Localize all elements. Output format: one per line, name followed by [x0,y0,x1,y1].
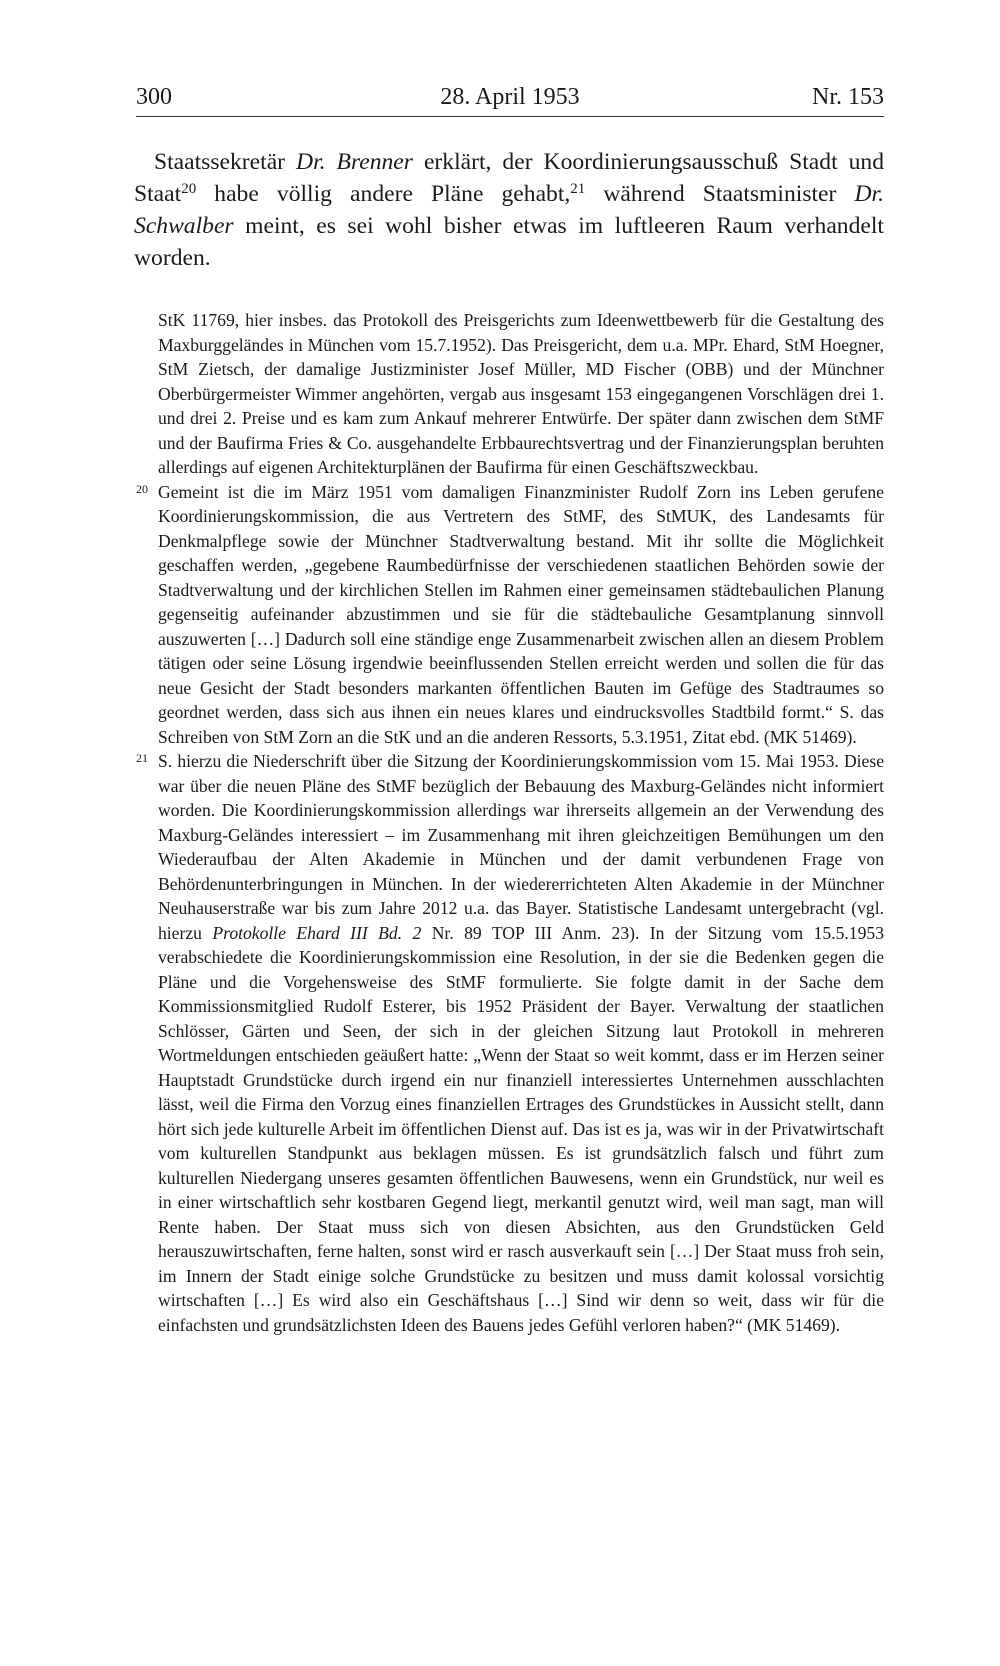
footnote-21 [134,749,884,1337]
main-text: Staatssekretär [154,149,297,175]
main-text: während Staatsminister [585,181,855,207]
footnote-20 [134,480,884,750]
person-name: Dr. Brenner [296,149,413,175]
footnote-reference: 20 [181,181,197,197]
footnote-number: 20 [136,481,148,496]
footnote-text: S. hierzu die Niederschrift über die Sitzung der Koordinierungskommission vom 15. Mai 1953. Diese war über die neuen Pläne des StMF bezüglich der Bebauung des Maxburg-Geländes nicht informiert worden. Die Koordinierungskommission allerdings war ihrerseits allgemein an der Verwendung des Maxburg-Geländes interessiert – im Zusammenhang mit ihren gleichzeitigen Bemühungen um den Wiederaufbau der Alten Akademie in München und der damit verbundenen Frage von Behördenunterbringungen in München. In der wiedererrichteten Alten Akademie in der Münchner Neuhauserstraße war bis zum Jahre 2012 u.a. das Bayer. Statistische Landesamt untergebracht (vgl. hierzu [158,751,884,943]
footnote-text: StK 11769, hier insbes. das Protokoll des Preisgerichts zum Ideenwettbewerb für die Gestaltung des Maxburggeländes in München vom 15.7.1952). Das Preisgericht, dem u.a. MPr. Ehard, StM Hoegner, StM Zietsch, der damalige Justizminister Josef Müller, MD Fischer (OBB) und der Münchner Oberbürgermeister Wimmer angehörten, vergab aus insgesamt 153 eingegangenen Vorschlägen drei 1. und drei 2. Preise und es kam zum Ankauf mehrerer Entwürfe. Der später dann zwischen dem StMF und der Baufirma Fries & Co. ausgehandelte Erbbaurechtsvertrag und der Finanzierungsplan beruhten allerdings auf eigenen Architekturplänen der Baufirma für einen Geschäftszweckbau. [158,310,884,477]
document-number: Nr. 153 [812,84,884,110]
person-name: Dr. Schwalber [134,181,884,239]
footnote-text: Gemeint ist die im März 1951 vom damaligen Finanzminister Rudolf Zorn ins Leben gerufene Koordinierungskommission, die aus Vertretern des StMF, des StMUK, des Landesamts für Denkmalpflege sowie der Münchner Stadtverwaltung bestand. Mit ihr sollte die Möglichkeit geschaffen werden, „gegebene Raumbedürfnisse der verschiedenen staatlichen Behörden sowie der Stadtverwaltung und der kirchlichen Stellen im Rahmen einer gemeinsamen städtebaulichen Planung gegenseitig aufeinander abzustimmen und sie für die städtebauliche Gesamtplanung sinnvoll auszuwerten […] Dadurch soll eine ständige enge Zusammenarbeit zwischen allen an diesem Problem tätigen oder seine Lösung irgendwie beeinflussenden Stellen erreicht werden und sollen die für das neue Gesicht der Stadt besonders markanten öffentlichen Bauten im Gefüge des Stadtraumes so geordnet werden, dass sich aus ihnen ein neues klares und eindrucksvolles Stadtbild formt.“ S. das Schreiben von StM Zorn an die StK und an die anderen Ressorts, 5.3.1951, Zitat ebd. (MK 51469). [158,481,884,747]
main-text: meint, es sei wohl bisher etwas im luftleeren Raum verhandelt worden. [134,213,884,271]
footnote-number: 21 [136,751,148,765]
footnote-continuation [134,308,884,480]
footnotes [134,308,884,1337]
citation-title: Protokolle Ehard III Bd. 2 [212,922,422,943]
footnote-text: Nr. 89 TOP III Anm. 23). In der Sitzung vom 15.5.1953 verabschiedete die Koordinierungskommission eine Resolution, in der sie die Bedenken gegen die Pläne und die Vorgehensweise des StMF formulierte. Sie folgte damit in der Sache dem Kommissionsmitglied Rudolf Esterer, bis 1952 Präsident der Bayer. Verwaltung der staatlichen Schlösser, Gärten und Seen, der sich in der gleichen Sitzung laut Protokoll in mehreren Wortmeldungen entschieden geäußert hatte: „Wenn der Staat so weit kommt, dass er im Herzen seiner Hauptstadt Grundstücke durch irgend ein nur finanziell interessiertes Unternehmen ausschlachten lässt, weil die Firma den Vorzug eines finanziellen Ertrages des Grundstückes in Aussicht stellt, dann hört sich jede kulturelle Arbeit im öffentlichen Dienst auf. Das ist es ja, was wir in der Privatwirtschaft vom kulturellen Standpunkt aus beklagen müssen. Es ist grundsätzlich falsch und führt zum kulturellen Niedergang unseres gesamten öffentlichen Bauwesens, wenn ein Grundstück, nur weil es in einer wirtschaftlich sehr kostbaren Gegend liegt, merkantil genutzt wird, weil man sagt, man will Rente haben. Der Staat muss sich von diesen Absichten, aus den Grundstücken Geld herauszuwirtschaften, ferne halten, sonst wird er rasch ausverkauft sein […] Der Staat muss froh sein, im Innern der Stadt einige solche Grundstücke zu besitzen und muss damit kolossal vorsichtig wirtschaften […] Es wird also ein Geschäftshaus […] Sind wir denn so weit, dass wir für die einfachsten und grundsätzlichsten Ideen des Bauens jedes Gefühl verloren haben?“ (MK 51469). [158,922,884,1335]
header-date: 28. April 1953 [440,84,580,110]
main-text: erklärt, der Koordinierungsausschuß Stadt und Staat [134,149,885,207]
main-text: habe völlig andere Pläne gehabt, [196,181,571,207]
page-header [136,82,884,117]
footnote-reference: 21 [570,181,586,197]
page-number: 300 [136,84,172,110]
main-paragraph [134,146,884,274]
